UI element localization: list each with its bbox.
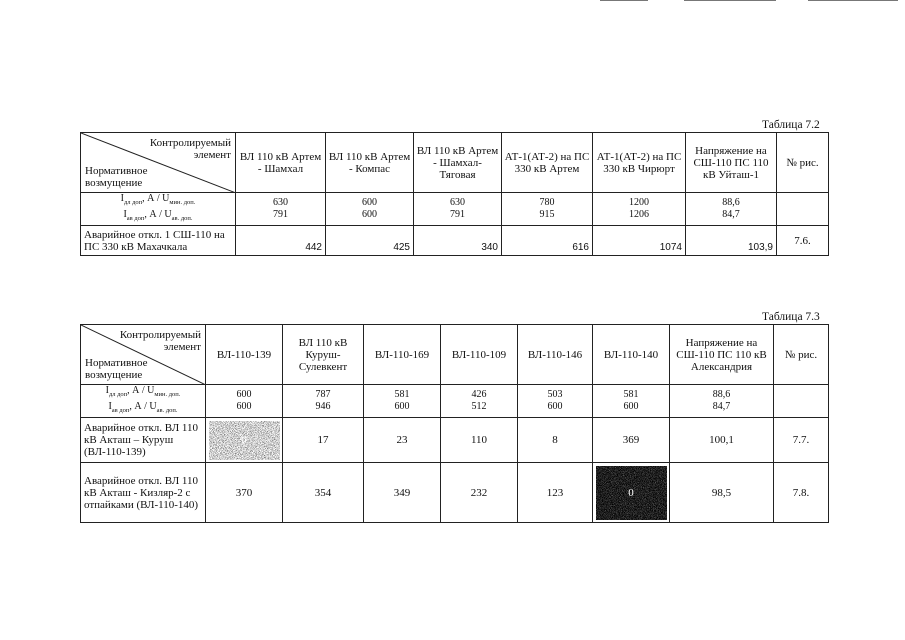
value-cell: 0 [241,434,247,446]
column-header: ВЛ-110-139 [206,325,283,385]
corner-disturbance-label: Нормативное возмущение [85,165,148,189]
column-header: ВЛ 110 кВ Артем - Компас [326,133,414,193]
value-cell: 340 [414,226,502,256]
empty-cell [774,385,829,418]
column-header: ВЛ-110-169 [364,325,441,385]
page-edge-line [600,0,648,1]
column-header: Напряжение на СШ-110 ПС 110 кВ Уйташ-1 [686,133,777,193]
table-7-2 [80,132,829,256]
fig-number-header: № рис. [774,325,829,385]
value-cell: 354 [283,463,364,523]
fig-number-cell: 7.7. [774,418,829,463]
row-disturbance-label: Аварийное откл. 1 СШ-110 на ПС 330 кВ Махачкала [81,226,236,256]
value-cell: 0 [628,486,634,499]
value-cell: 370 [206,463,283,523]
column-header: ВЛ-110-140 [593,325,670,385]
column-header: АТ-1(АТ-2) на ПС 330 кВ Чирюрт [593,133,686,193]
value-cell: 232 [441,463,518,523]
limits-cell: 426 512 [441,385,518,418]
value-cell: 17 [283,418,364,463]
column-header: ВЛ-110-146 [518,325,593,385]
limits-cell: 503 600 [518,385,593,418]
row-disturbance-label: Аварийное откл. ВЛ 110 кВ Акташ – Куруш (ВЛ-110-139) [81,418,206,463]
corner-disturbance-label: Нормативное возмущение [85,357,148,381]
column-header: Напряжение на СШ-110 ПС 110 кВ Александрия [670,325,774,385]
row-disturbance-label: Аварийное откл. ВЛ 110 кВ Акташ - Кизляр-2 с отпайками (ВЛ-110-140) [81,463,206,523]
table-7-3-caption: Таблица 7.3 [762,311,820,323]
fig-number-header: № рис. [777,133,829,193]
column-header: ВЛ 110 кВ Артем - Шамхал [236,133,326,193]
corner-controlled-label: Контролируемый элемент [119,329,201,353]
value-cell: 123 [518,463,593,523]
value-cell: 1074 [593,226,686,256]
column-header: ВЛ-110-109 [441,325,518,385]
table-7-2-caption: Таблица 7.2 [762,119,820,131]
table-7-3 [80,324,829,523]
column-header: АТ-1(АТ-2) на ПС 330 кВ Артем [502,133,593,193]
limits-cell: 630 791 [236,193,326,226]
value-cell: 103,9 [686,226,777,256]
corner-header [81,325,206,385]
limits-cell: 581 600 [364,385,441,418]
value-cell: 100,1 [670,418,774,463]
column-header: ВЛ 110 кВ Артем - Шамхал-Тяговая [414,133,502,193]
value-cell: 110 [441,418,518,463]
fig-number-cell: 7.8. [774,463,829,523]
empty-cell [777,193,829,226]
limits-cell: 787 946 [283,385,364,418]
value-cell: 616 [502,226,593,256]
corner-header [81,133,236,193]
overload-marked-cell [593,463,670,523]
limits-cell: 88,6 84,7 [670,385,774,418]
value-cell: 8 [518,418,593,463]
value-cell: 369 [593,418,670,463]
limits-label: $I_{дл доп}$, А / $U_{мин. доп.}$ $I_{ав доп}$, А / $U_{ав. доп.}$ [81,385,206,418]
value-cell: 425 [326,226,414,256]
limits-label: $I_{дл доп}$, А / $U_{мин. доп.}$ $I_{ав доп}$, А / $U_{ав. доп.}$ [81,193,236,226]
limits-cell: 581 600 [593,385,670,418]
value-cell: 98,5 [670,463,774,523]
page-edge-line [684,0,776,1]
limits-cell: 1200 1206 [593,193,686,226]
limits-cell: 630 791 [414,193,502,226]
value-cell: 349 [364,463,441,523]
limits-cell: 780 915 [502,193,593,226]
corner-controlled-label: Контролируемый элемент [149,137,231,161]
value-cell: 23 [364,418,441,463]
column-header: ВЛ 110 кВ Куруш-Сулевкент [283,325,364,385]
overload-marked-cell [206,418,283,463]
limits-cell: 88,6 84,7 [686,193,777,226]
value-cell: 442 [236,226,326,256]
fig-number-cell: 7.6. [777,226,829,256]
limits-cell: 600 600 [326,193,414,226]
limits-cell: 600 600 [206,385,283,418]
page-edge-line [808,0,898,1]
